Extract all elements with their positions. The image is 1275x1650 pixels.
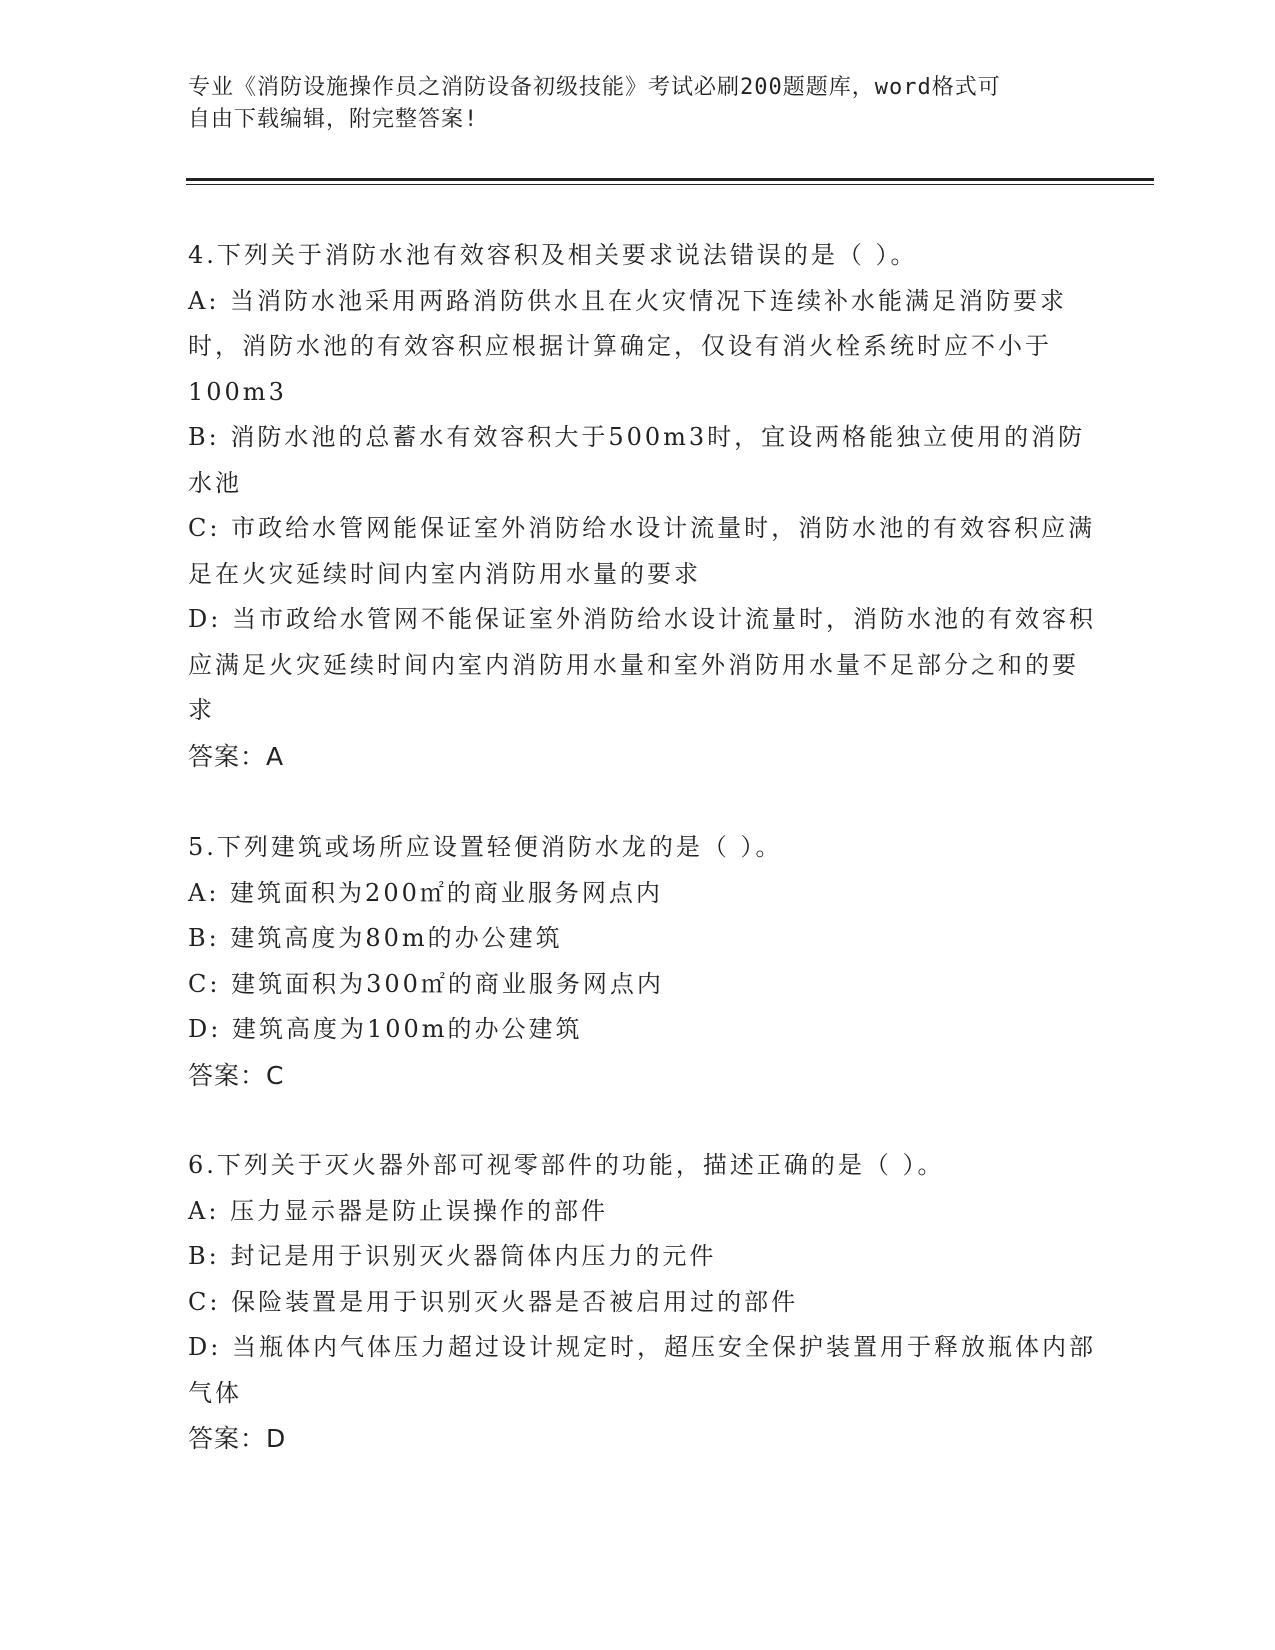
option-c: C: 市政给水管网能保证室外消防给水设计流量时，消防水池的有效容积应满足在火灾延续时间内室内消防用水量的要求 bbox=[188, 514, 1096, 588]
option-b: B: 建筑高度为80m的办公建筑 bbox=[188, 924, 563, 952]
question-6 bbox=[188, 1143, 1098, 1462]
option-d: D: 当市政给水管网不能保证室外消防给水设计流量时，消防水池的有效容积应满足火灾延续时间内室内消防用水量和室外消防用水量不足部分之和的要求 bbox=[188, 605, 1096, 724]
option-a: A: 当消防水池采用两路消防供水且在火灾情况下连续补水能满足消防要求时，消防水池的有效容积应根据计算确定，仅设有消火栓系统时应不小于100m3 bbox=[188, 286, 1068, 406]
option-d: D: 当瓶体内气体压力超过设计规定时，超压安全保护装置用于释放瓶体内部气体 bbox=[188, 1333, 1096, 1407]
option-d: D: 建筑高度为100m的办公建筑 bbox=[188, 1015, 583, 1043]
answer-text: 答案：A bbox=[188, 741, 285, 771]
answer-text: 答案：D bbox=[188, 1424, 287, 1453]
header-line-1: 专业《消防设施操作员之消防设备初级技能》考试必刷200题题库，word格式可 bbox=[188, 75, 1001, 100]
question-stem: 4.下列关于消防水池有效容积及相关要求说法错误的是（ ）。 bbox=[188, 241, 918, 269]
question-stem: 6.下列关于灭火器外部可视零部件的功能，描述正确的是（ ）。 bbox=[188, 1151, 945, 1179]
option-b: B: 封记是用于识别灭火器筒体内压力的元件 bbox=[188, 1242, 717, 1270]
question-stem: 5.下列建筑或场所应设置轻便消防水龙的是（ ）。 bbox=[188, 833, 783, 861]
question-5 bbox=[188, 825, 1098, 1099]
document-header bbox=[188, 72, 1068, 136]
header-rule-thick bbox=[186, 178, 1154, 181]
option-b: B: 消防水池的总蓄水有效容积大于500m3时，宜设两格能独立使用的消防水池 bbox=[188, 423, 1086, 497]
header-rule-thin bbox=[186, 184, 1154, 185]
option-c: C: 保险装置是用于识别灭火器是否被启用过的部件 bbox=[188, 1287, 799, 1316]
question-4 bbox=[188, 233, 1098, 780]
header-line-2: 自由下载编辑，附完整答案! bbox=[188, 107, 479, 132]
option-a: A: 压力显示器是防止误操作的部件 bbox=[188, 1196, 609, 1225]
option-a: A: 建筑面积为200㎡的商业服务网点内 bbox=[188, 878, 663, 907]
option-c: C: 建筑面积为300㎡的商业服务网点内 bbox=[188, 969, 664, 998]
answer-text: 答案：C bbox=[188, 1060, 285, 1090]
